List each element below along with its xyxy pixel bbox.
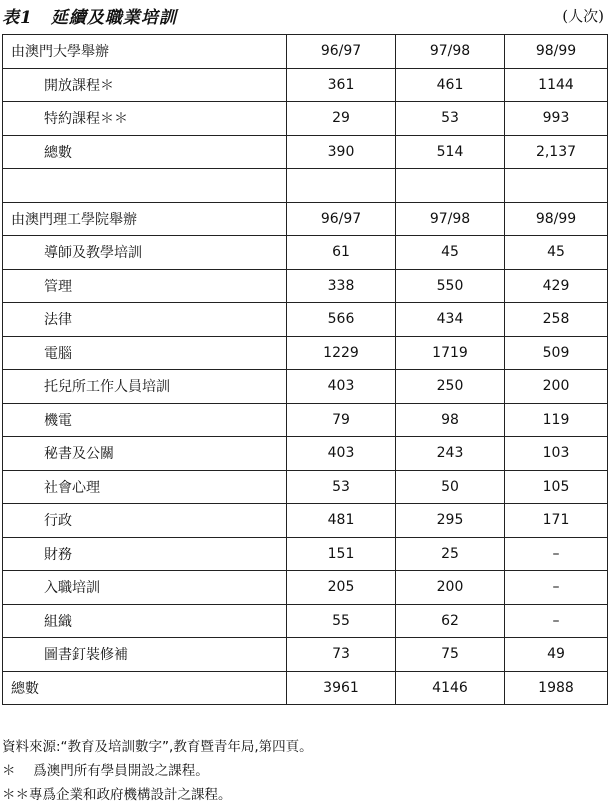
cell-value: 49	[505, 638, 608, 672]
row-label: 行政	[3, 504, 287, 538]
cell-value: 25	[396, 537, 505, 571]
cell-value: 403	[287, 437, 396, 471]
unit-label: (人次)	[562, 7, 604, 25]
table-row	[3, 269, 608, 303]
cell-value: 338	[287, 269, 396, 303]
cell-value: 1144	[505, 68, 608, 102]
cell-value: 45	[396, 236, 505, 270]
cell-value: –	[505, 571, 608, 605]
table-row	[3, 236, 608, 270]
cell-value: 243	[396, 437, 505, 471]
footnote-single-asterisk: ＊ 爲澳門所有學員開設之課程。	[2, 763, 209, 779]
table-row	[3, 336, 608, 370]
row-label: 開放課程＊	[3, 68, 287, 102]
section2-body	[3, 236, 608, 672]
section2-header-row	[3, 202, 608, 236]
table-row	[3, 604, 608, 638]
table-row	[3, 102, 608, 136]
section2-header-year: 96/97	[287, 202, 396, 236]
cell-value: 295	[396, 504, 505, 538]
cell-value: 103	[505, 437, 608, 471]
section2-header-label: 由澳門理工學院舉辦	[3, 202, 287, 236]
row-label: 入職培訓	[3, 571, 287, 605]
empty-cell	[287, 169, 396, 203]
row-label: 財務	[3, 537, 287, 571]
table-row	[3, 638, 608, 672]
cell-value: 993	[505, 102, 608, 136]
row-label: 機電	[3, 403, 287, 437]
cell-value: 61	[287, 236, 396, 270]
table-row	[3, 403, 608, 437]
table-row	[3, 68, 608, 102]
cell-value: 45	[505, 236, 608, 270]
cell-value: 73	[287, 638, 396, 672]
source-note: 資料來源:“教育及培訓數字”,教育暨青年局,第四頁。	[2, 739, 313, 755]
cell-value: 1229	[287, 336, 396, 370]
footnote-double-asterisk: ＊＊專爲企業和政府機構設計之課程。	[2, 787, 232, 803]
cell-value: 29	[287, 102, 396, 136]
cell-value: 434	[396, 303, 505, 337]
section1-header-year: 97/98	[396, 35, 505, 69]
cell-value: 550	[396, 269, 505, 303]
table-row	[3, 303, 608, 337]
row-label: 電腦	[3, 336, 287, 370]
cell-value: 205	[287, 571, 396, 605]
empty-cell	[505, 169, 608, 203]
row-label: 特約課程＊＊	[3, 102, 287, 136]
table-row	[3, 135, 608, 169]
cell-value: 2,137	[505, 135, 608, 169]
cell-value: 509	[505, 336, 608, 370]
row-label: 總數	[3, 135, 287, 169]
table-title: 表1 延續及職業培訓	[2, 8, 177, 28]
total-value: 3961	[287, 671, 396, 705]
cell-value: 429	[505, 269, 608, 303]
empty-cell	[396, 169, 505, 203]
row-label: 導師及教學培訓	[3, 236, 287, 270]
row-label: 組織	[3, 604, 287, 638]
cell-value: 390	[287, 135, 396, 169]
cell-value: 79	[287, 403, 396, 437]
row-label: 法律	[3, 303, 287, 337]
footnotes	[2, 737, 606, 809]
cell-value: 171	[505, 504, 608, 538]
cell-value: 481	[287, 504, 396, 538]
section1-header-row	[3, 35, 608, 69]
cell-value: 55	[287, 604, 396, 638]
section2-header-year: 97/98	[396, 202, 505, 236]
empty-cell	[3, 169, 287, 203]
total-value: 1988	[505, 671, 608, 705]
section1-header-year: 98/99	[505, 35, 608, 69]
cell-value: 151	[287, 537, 396, 571]
cell-value: 98	[396, 403, 505, 437]
total-value: 4146	[396, 671, 505, 705]
row-label: 社會心理	[3, 470, 287, 504]
cell-value: 200	[505, 370, 608, 404]
row-label: 管理	[3, 269, 287, 303]
cell-value: –	[505, 537, 608, 571]
cell-value: 200	[396, 571, 505, 605]
row-label: 圖書釘裝修補	[3, 638, 287, 672]
cell-value: 461	[396, 68, 505, 102]
cell-value: 1719	[396, 336, 505, 370]
table-row	[3, 504, 608, 538]
section1-header-year: 96/97	[287, 35, 396, 69]
cell-value: 53	[287, 470, 396, 504]
cell-value: 75	[396, 638, 505, 672]
cell-value: 105	[505, 470, 608, 504]
total-label: 總數	[3, 671, 287, 705]
total-row	[3, 671, 608, 705]
title-row	[2, 1, 606, 31]
cell-value: 119	[505, 403, 608, 437]
table-row	[3, 537, 608, 571]
table-row	[3, 437, 608, 471]
cell-value: 566	[287, 303, 396, 337]
cell-value: 514	[396, 135, 505, 169]
empty-row	[3, 169, 608, 203]
table-row	[3, 370, 608, 404]
cell-value: 50	[396, 470, 505, 504]
training-table	[2, 34, 608, 705]
cell-value: –	[505, 604, 608, 638]
table-row	[3, 571, 608, 605]
row-label: 托兒所工作人員培訓	[3, 370, 287, 404]
section1-header-label: 由澳門大學舉辦	[3, 35, 287, 69]
cell-value: 53	[396, 102, 505, 136]
row-label: 秘書及公關	[3, 437, 287, 471]
section2-header-year: 98/99	[505, 202, 608, 236]
table-row	[3, 470, 608, 504]
cell-value: 250	[396, 370, 505, 404]
cell-value: 361	[287, 68, 396, 102]
cell-value: 258	[505, 303, 608, 337]
cell-value: 62	[396, 604, 505, 638]
cell-value: 403	[287, 370, 396, 404]
